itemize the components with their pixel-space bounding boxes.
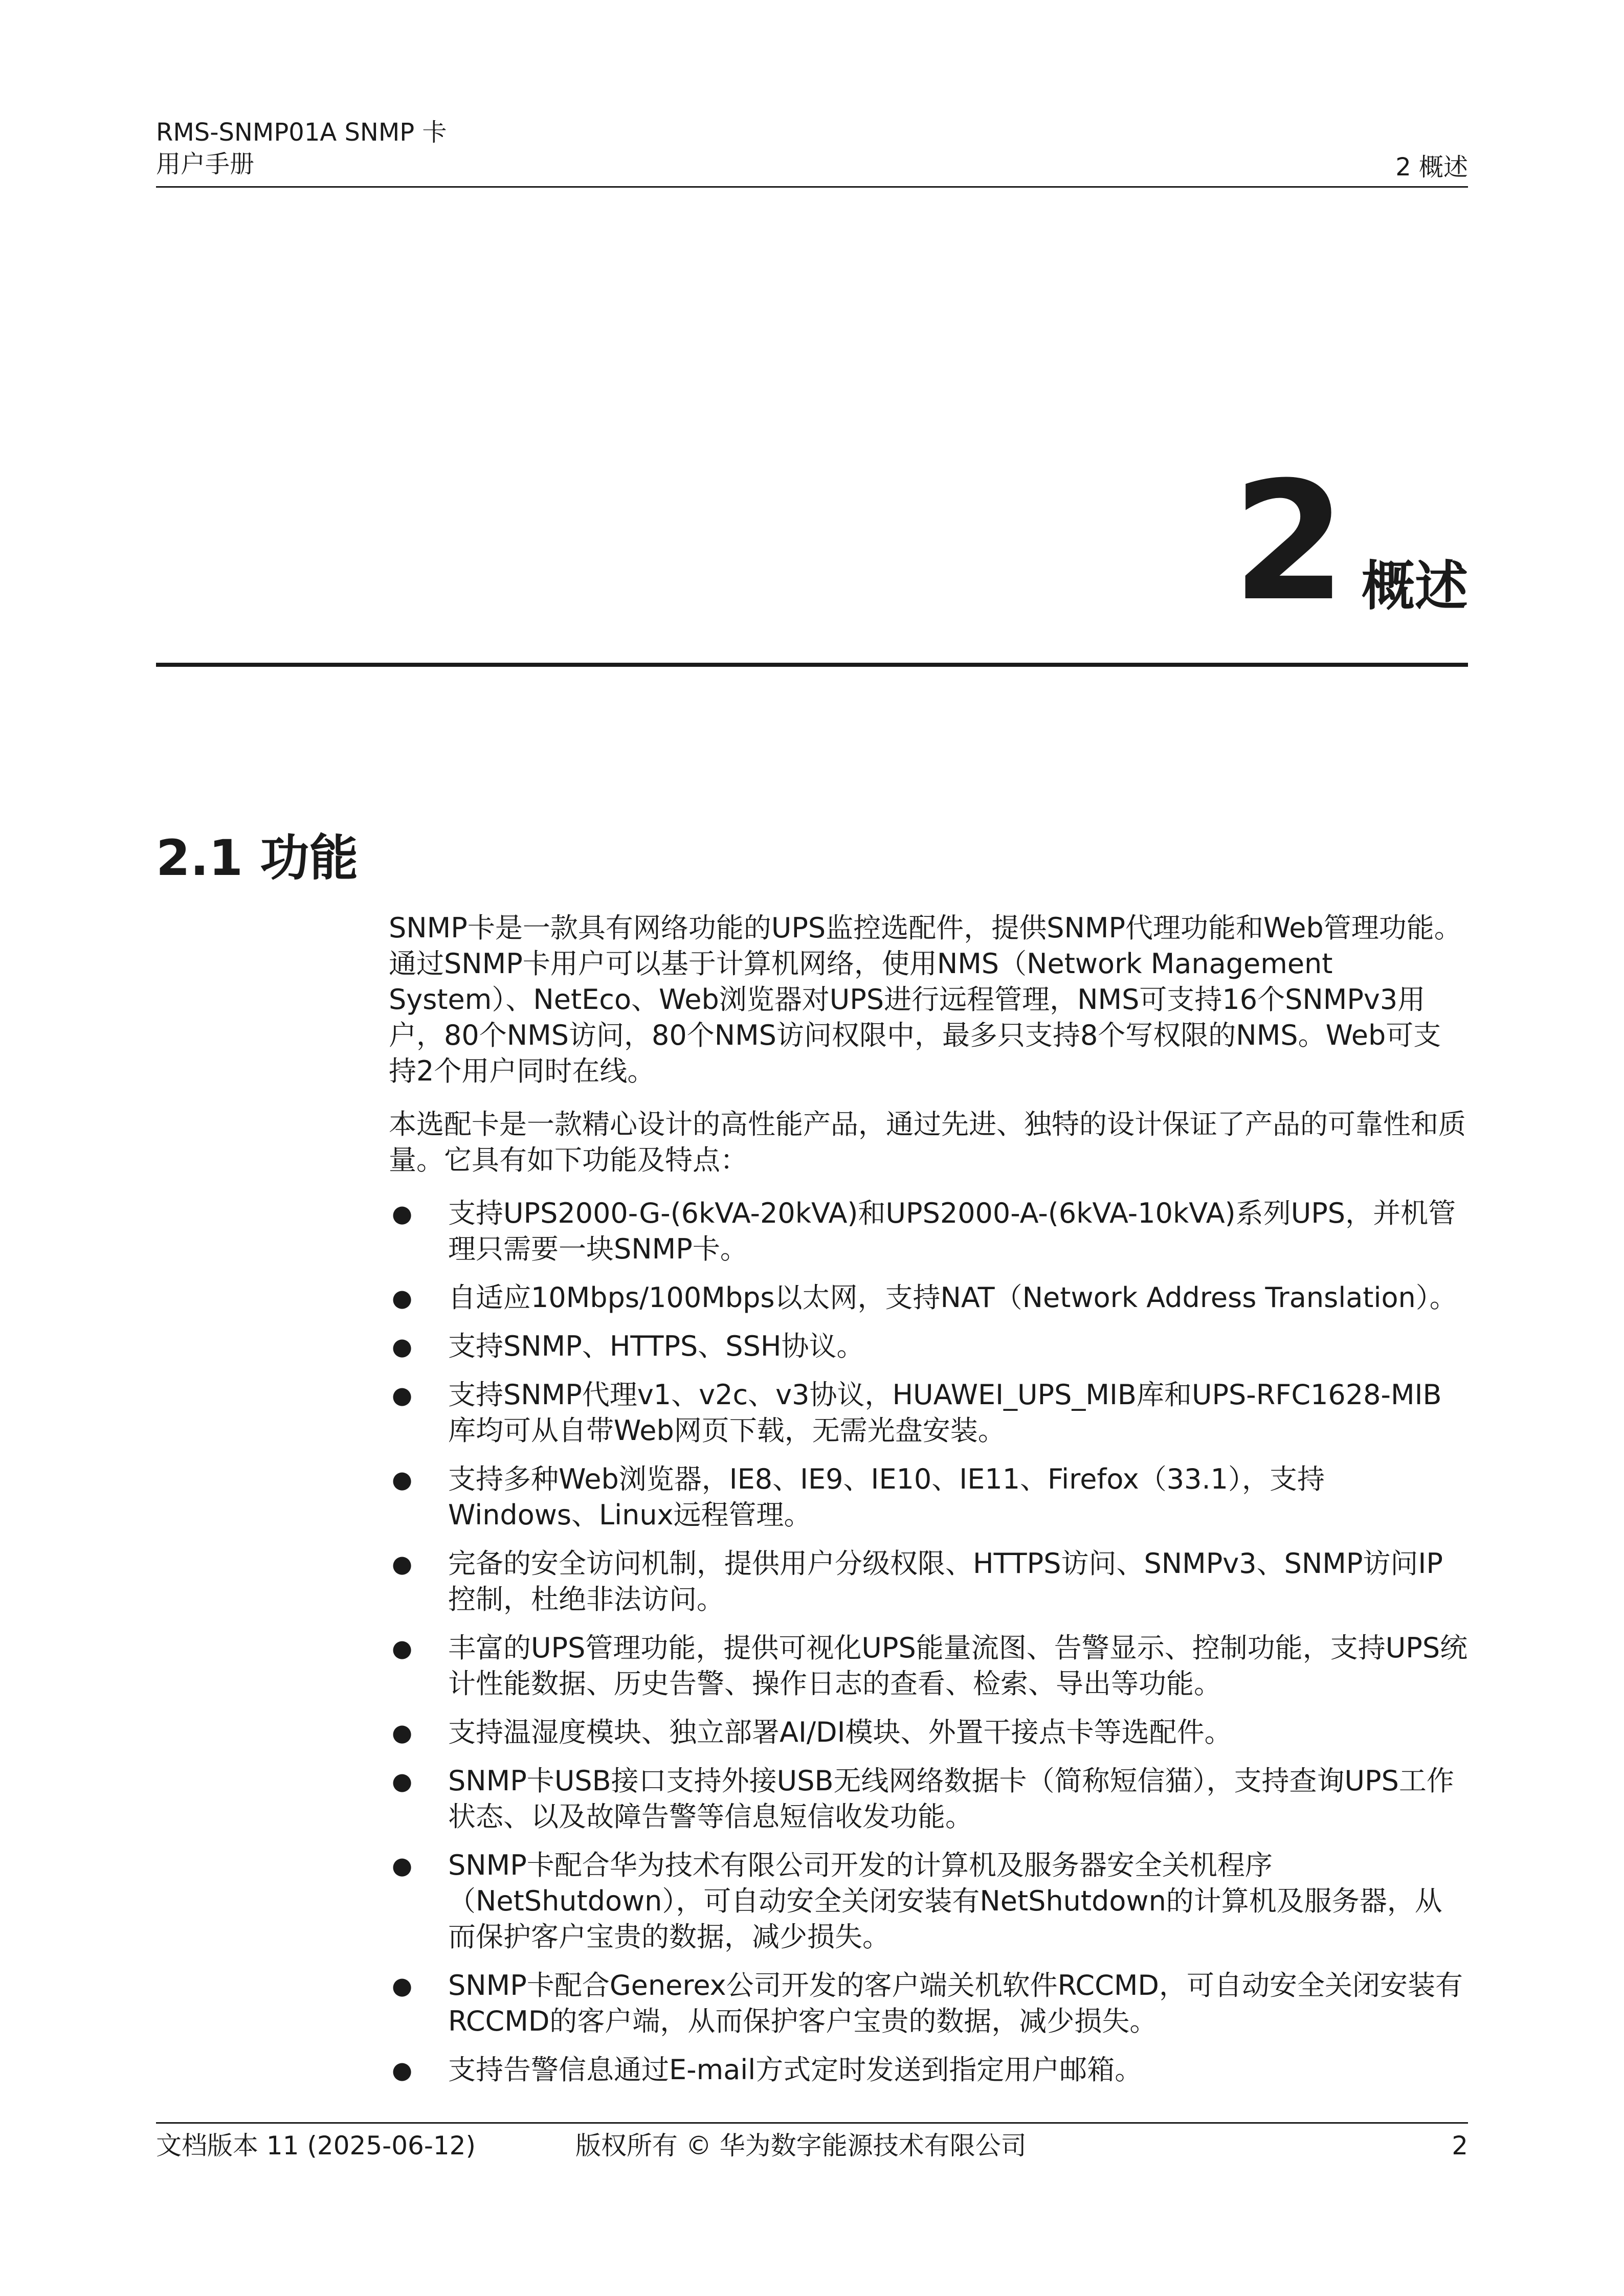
list-item (389, 1280, 1468, 1316)
paragraph: SNMP卡是一款具有网络功能的UPS监控选配件，提供SNMP代理功能和Web管理功能。通过SNMP卡用户可以基于计算机网络，使用NMS（Network Management System）、NetEco、Web浏览器对UPS进行远程管理，NMS可支持16个SNMPv3用户，80个NMS访问，80个NMS访问权限中，最多只支持8个写权限的NMS。Web可支持2个用户同时在线。 (389, 912, 1462, 1087)
bullet-icon: ● (392, 2056, 413, 2084)
bullet-icon: ● (392, 1333, 413, 1360)
chapter-title: 概述 (1361, 555, 1468, 617)
list-item-text: 丰富的UPS管理功能，提供可视化UPS能量流图、告警显示、控制功能，支持UPS统计性能数据、历史告警、操作日志的查看、检索、导出等功能。 (448, 1632, 1468, 1700)
list-item (389, 1763, 1468, 1835)
section-heading: 2.1 功能 (156, 829, 359, 887)
header-product: RMS-SNMP01A SNMP 卡 (156, 118, 447, 147)
bullet-icon: ● (392, 1719, 413, 1746)
list-item-text: 完备的安全访问机制，提供用户分级权限、HTTPS访问、SNMPv3、SNMP访问IP控制，杜绝非法访问。 (448, 1547, 1443, 1615)
feature-list (389, 1196, 1468, 2088)
bullet-icon: ● (392, 1200, 413, 1227)
bullet-icon: ● (392, 1634, 413, 1662)
list-item-text: 支持UPS2000-G-(6kVA-20kVA)和UPS2000-A-(6kVA-10kVA)系列UPS，并机管理只需要一块SNMP卡。 (448, 1197, 1456, 1265)
list-item-text: 支持温湿度模块、独立部署AI/DI模块、外置干接点卡等选配件。 (448, 1716, 1232, 1748)
header-left (156, 117, 447, 180)
list-item-text: 支持告警信息通过E-mail方式定时发送到指定用户邮箱。 (448, 2054, 1143, 2086)
list-item (389, 1630, 1468, 1702)
list-item-text: 自适应10Mbps/100Mbps以太网，支持NAT（Network Address Translation）。 (448, 1281, 1457, 1314)
chapter-number: 2 (1232, 447, 1344, 637)
list-item (389, 1329, 1468, 1364)
header-manual: 用户手册 (156, 150, 255, 178)
list-item-text: SNMP卡USB接口支持外接USB无线网络数据卡（简称短信猫），支持查询UPS工作状态、以及故障告警等信息短信收发功能。 (448, 1765, 1454, 1833)
section-body (389, 910, 1468, 2101)
bullet-icon: ● (392, 1767, 413, 1795)
list-item-text: 支持SNMP代理v1、v2c、v3协议，HUAWEI_UPS_MIB库和UPS-RFC1628-MIB库均可从自带Web网页下载，无需光盘安装。 (448, 1379, 1442, 1447)
bullet-icon: ● (392, 1381, 413, 1409)
chapter-divider (156, 663, 1468, 667)
list-item (389, 1546, 1468, 1617)
page-footer (156, 2122, 1468, 2165)
bullet-icon: ● (392, 1852, 413, 1879)
paragraph: 本选配卡是一款精心设计的高性能产品，通过先进、独特的设计保证了产品的可靠性和质量。它具有如下功能及特点： (389, 1108, 1466, 1176)
page-header (156, 117, 1468, 188)
list-item (389, 1968, 1468, 2039)
list-item (389, 2052, 1468, 2088)
list-item-text: SNMP卡配合Generex公司开发的客户端关机软件RCCMD，可自动安全关闭安装有RCCMD的客户端，从而保护客户宝贵的数据，减少损失。 (448, 1969, 1463, 2037)
bullet-icon: ● (392, 1466, 413, 1493)
bullet-icon: ● (392, 1550, 413, 1578)
bullet-icon: ● (392, 1972, 413, 1999)
list-item-text: 支持SNMP、HTTPS、SSH协议。 (448, 1330, 864, 1362)
list-item-text: 支持多种Web浏览器，IE8、IE9、IE10、IE11、Firefox（33.1），支持Windows、Linux远程管理。 (448, 1463, 1325, 1531)
footer-version: 文档版本 11 (2025-06-12) (156, 2131, 476, 2160)
list-item (389, 1377, 1468, 1449)
bullet-icon: ● (392, 1284, 413, 1312)
list-item (389, 1196, 1468, 1267)
footer-copyright: 版权所有 © 华为数字能源技术有限公司 (575, 2131, 1027, 2160)
list-item (389, 1715, 1468, 1750)
list-item (389, 1848, 1468, 1955)
list-item (389, 1461, 1468, 1533)
chapter-title-block (1232, 447, 1468, 637)
footer-page-number: 2 (1452, 2131, 1468, 2160)
list-item-text: SNMP卡配合华为技术有限公司开发的计算机及服务器安全关机程序（NetShutdown），可自动安全关闭安装有NetShutdown的计算机及服务器，从而保护客户宝贵的数据，减少损失。 (448, 1849, 1442, 1953)
header-chapter-ref: 2 概述 (1395, 153, 1468, 182)
